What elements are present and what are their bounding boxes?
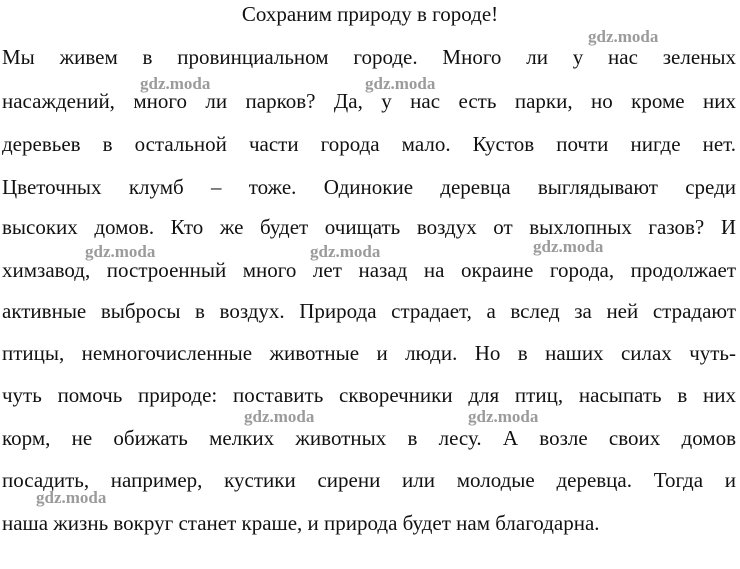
text-line-7: активные выбросы в воздух. Природа страдает, а вслед за ней страдают [2, 299, 736, 323]
text-line-4: Цветочных клумб – тоже. Одинокие деревца выглядывают среди [2, 175, 736, 199]
text-line-9: чуть помочь природе: поставить скворечники для птиц, насыпать в них [2, 383, 736, 407]
watermark: gdz.moda [588, 27, 659, 46]
text-line-5: высоких домов. Кто же будет очищать воздух от выхлопных газов? И [2, 215, 736, 239]
watermark: gdz.moda [140, 74, 211, 93]
text-line-10: корм, не обижать мелких животных в лесу. А возле своих домов [2, 426, 736, 450]
watermark: gdz.moda [533, 237, 604, 256]
watermark: gdz.moda [85, 242, 156, 261]
text-line-6: химзавод, построенный много лет назад на окраине города, продолжает [2, 258, 736, 282]
text-line-12: наша жизнь вокруг станет краше, и природа будет нам благодарна. [2, 511, 600, 535]
text-line-3: деревьев в остальной части города мало. Кустов почти нигде нет. [2, 132, 736, 156]
text-line-11: посадить, например, кустики сирени или молодые деревца. Тогда и [2, 468, 736, 492]
watermark: gdz.moda [310, 242, 381, 261]
text-line-8: птицы, немногочисленные животные и люди. Но в наших силах чуть- [2, 341, 736, 365]
document-title: Сохраним природу в городе! [241, 2, 499, 26]
text-line-1: Мы живем в провинциальном городе. Много ли у нас зеленых [2, 45, 736, 69]
watermark: gdz.moda [244, 407, 315, 426]
watermark: gdz.moda [365, 74, 436, 93]
text-line-2: насаждений, много ли парков? Да, у нас есть парки, но кроме них [2, 89, 736, 113]
watermark: gdz.moda [468, 407, 539, 426]
watermark: gdz.moda [36, 488, 107, 507]
